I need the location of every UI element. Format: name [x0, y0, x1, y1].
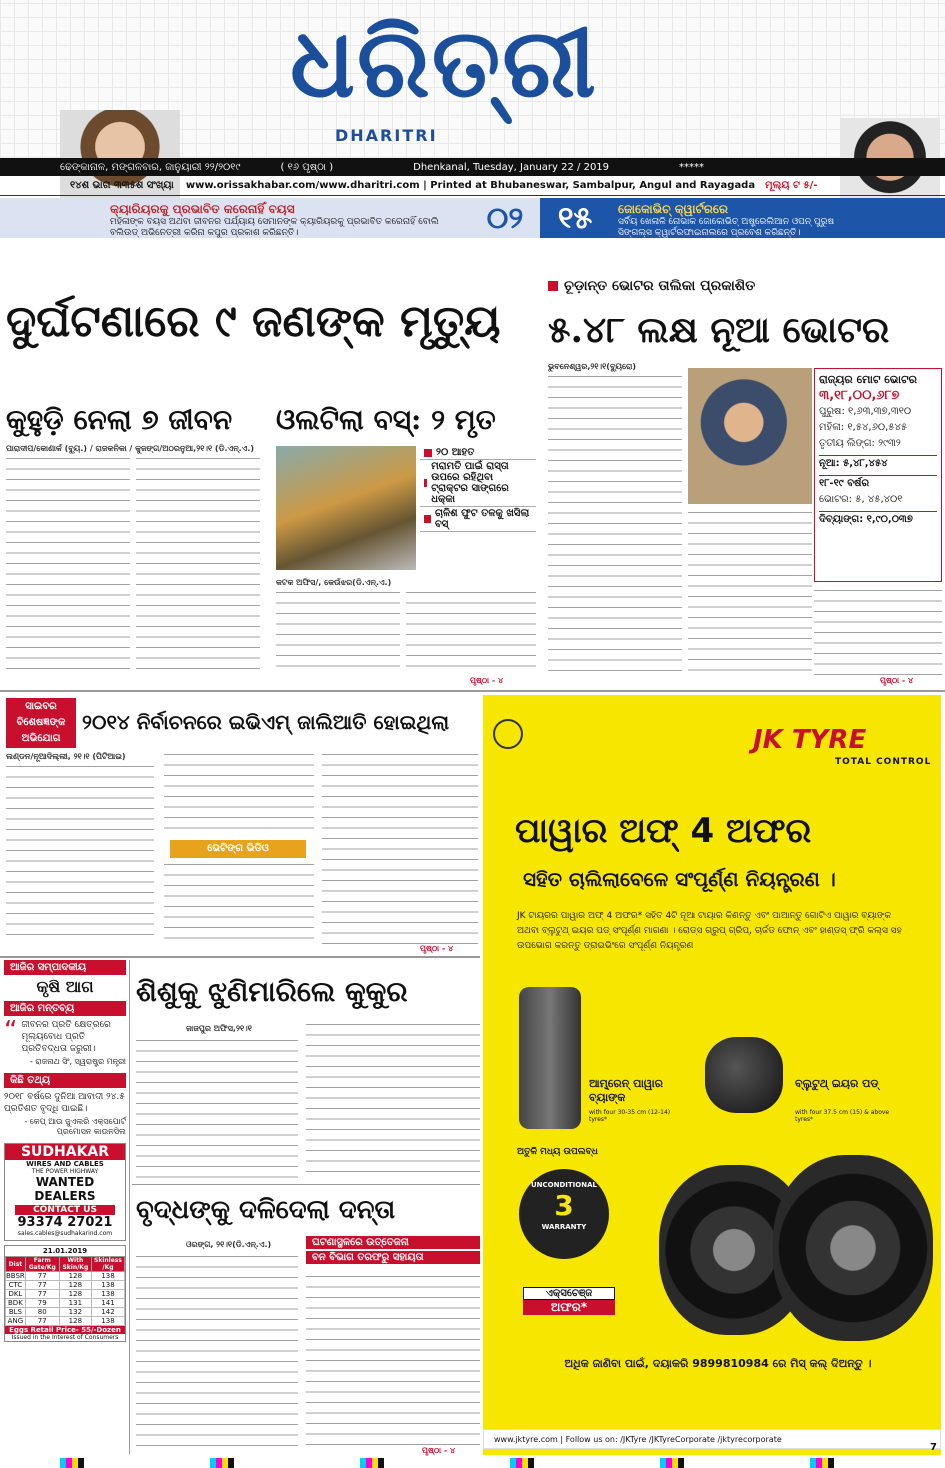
dog-dateline: ଜାଜପୁର ଅଫିସ,୨୧।୧ [186, 1024, 252, 1033]
info-line [0, 176, 945, 196]
teaser-left-title: କ୍ୟାରିୟରକୁ ପ୍ରଭାବିତ କରେନାହିଁ ବୟସ [110, 202, 295, 216]
elephant-continued[interactable]: ପୃଷ୍ଠା - ୪ [422, 1446, 456, 1455]
powerbank-image [519, 987, 581, 1129]
dog-body-col-1 [136, 1040, 298, 1180]
egg-table-header-row [6, 1257, 125, 1272]
section-rule-2 [0, 956, 480, 958]
egg-table-cell: 132 [59, 1308, 91, 1317]
voter-stats-disabled: ଦିବ୍ୟାଙ୍ଗ: ୧,୯୦,୦୩୭ [819, 511, 937, 528]
section-rule-3 [132, 1184, 480, 1185]
fact-source: - କେପ୍ ଆଉ ଜୁଏଲରି ଏକ୍ସପୋର୍ଟ ପ୍ରମୋସନ କାଉନସିଲ [24, 1117, 126, 1136]
sudhakar-subtitle: WIRES AND CABLES [26, 1160, 104, 1168]
egg-table-cell: 131 [59, 1299, 91, 1308]
egg-table-row [6, 1290, 125, 1299]
website-links[interactable]: www.orissakhabar.com/www.dharitri.com | Printed at Bhubaneswar, Sambalpur, Angul and Rayagada [185, 180, 756, 191]
evm-video-label[interactable]: ଭେଟିଙ୍ଗ ଭିଡିଓ [170, 840, 306, 858]
sudhakar-brand: SUDHAKAR [5, 1144, 125, 1160]
teaser-left[interactable] [0, 198, 470, 238]
egg-table-cell: BDK [6, 1299, 26, 1308]
ad-brand: JK TYRE [753, 725, 867, 755]
sudhakar-ad[interactable] [4, 1143, 126, 1241]
lead-dateline-2: କଟକ ଅଫିସ/, କେଉଁଝର(ଡି.ଏନ୍.ଏ.) [276, 578, 392, 587]
egg-table-cell: CTC [6, 1281, 26, 1290]
evm-tag-line-3: ଅଭିଯୋଗ [21, 733, 61, 744]
fact-text: ୨୦୧୮ ବର୍ଷରେ ଦୁନିଆ ଆବାଦୀ ୨୪.୫ ପ୍ରତିଶତ ବୃଦ୍ଧି ପାଇଛି। [4, 1092, 125, 1114]
contact-label: CONTACT US [15, 1205, 115, 1215]
quote-text: ଜୀବନର ପ୍ରତି କ୍ଷେତ୍ରରେ ମୂଲ୍ୟବୋଧ ପ୍ରତି ପ୍ରତିବଦ୍ଧତା ଜରୁରୀ। [21, 1020, 111, 1054]
dog-body-col-2 [306, 1024, 480, 1180]
lead-headline[interactable]: ଦୁର୍ଘଟଣାରେ ୯ ଜଣଙ୍କ ମୃତ୍ୟୁ [6, 296, 501, 347]
section-rule-1 [0, 690, 945, 692]
egg-table-cell: 138 [92, 1290, 125, 1299]
newspaper-logo[interactable] [290, 6, 670, 145]
egg-table-row [6, 1299, 125, 1308]
quote-icon: “ [4, 1016, 18, 1046]
egg-table-footer-2: Issued in the Interest of Consumers [11, 1334, 119, 1341]
jk-tyre-ad[interactable] [483, 695, 941, 1455]
evm-tag-line-1: ସାଇବର [25, 701, 57, 712]
issue-number: ୧୪ଶ ଭାଗ ୩୩୫ଶ ସଂଖ୍ୟା [70, 180, 174, 191]
teaser-strip [0, 198, 945, 238]
ad-subhead: ସହିତ ଚାଲିଲାବେଳେ ସଂପୂର୍ଣ୍ଣ ନିୟନ୍ତ୍ରଣ । [523, 867, 836, 891]
egg-table-cell: 77 [25, 1272, 59, 1281]
egg-table-cell: 128 [59, 1290, 91, 1299]
voters-body-col-3 [814, 590, 942, 676]
dateline-bar [0, 158, 945, 176]
egg-table-cell: BBSR [6, 1272, 25, 1280]
ad-brand-sub: TOTAL CONTROL [835, 757, 932, 767]
voter-stats-female: ମହିଳା: ୧,୫୪,୬୦,୫୪୫ [819, 422, 908, 433]
logo-subtitle: DHARITRI [335, 126, 438, 145]
teaser-right-title: ଜୋକୋଭିଚ୍ କ୍ୱାର୍ଟରରେ [618, 202, 728, 216]
lead-bullet-3: ଚାଳିଶ ଫୁଟ ତଳକୁ ଖସିଲା ବସ୍ [420, 507, 536, 532]
lead-bullets [420, 446, 536, 532]
egg-table-date: 21.01.2019 [42, 1247, 88, 1255]
egg-table-row [6, 1317, 125, 1326]
lead-bullet-1: ୨୦ ଆହତ [420, 446, 536, 460]
fact-label: କିଛି ତଥ୍ୟ [4, 1073, 126, 1088]
egg-table-header: Skinless /Kg [92, 1257, 125, 1272]
evm-body-col-1 [6, 766, 154, 944]
wanted-text: WANTED [35, 1175, 95, 1189]
elephant-body-col-1 [136, 1256, 298, 1446]
egg-table-header: With Skin/Kg [59, 1257, 91, 1272]
egg-table-cell: 138 [92, 1281, 125, 1290]
lead-body-col-2 [136, 458, 260, 676]
voter-stats-total: ୩,୧୮,୦୦,୬୮୭ [819, 388, 900, 403]
lead-subhead-1[interactable]: କୁହୁଡ଼ି ନେଲା ୭ ଜୀବନ [6, 403, 233, 436]
exchange-offer-badge [523, 1287, 615, 1315]
lead-dateline-1: ପାରାଦୀପ/କୋଣାର୍କ (ବ୍ୟୁ.) / ରାଜକନିକା / କୁଜଙ୍ଗ/ଅଠରନୁଆ,୨୧।୧ (ଡି.ଏନ୍.ଏ.) [6, 444, 255, 453]
voters-kicker: ଚୂଡ଼ାନ୍ତ ଭୋଟର ତାଲିକା ପ୍ରକାଶିତ [548, 278, 755, 294]
elephant-headline[interactable]: ବୃଦ୍ଧଙ୍କୁ ଦଳିଦେଲା ଦନ୍ତା [136, 1195, 396, 1225]
egg-table-footer: Eggs Retail Price- 55/-Dozen [5, 1326, 125, 1334]
editorial-label: ଆଜିର ସମ୍ପାଦକୀୟ [4, 960, 126, 975]
evm-dateline: ଲଣ୍ଡନ/ନୂଆଦିଲ୍ଲୀ, ୨୧।୧ (ପିଟିଆଇ) [6, 752, 126, 761]
voter-stats-male: ପୁରୁଷ: ୧,୬୩,୩୭,୩୧୦ [819, 406, 912, 417]
egg-table-row [6, 1308, 125, 1317]
ad-body: JK ଟାୟରର ପାୱାର ଅଫ୍ 4 ଅଫର* ସହିତ 4ଟି ନୂଆ ଟାୟାର କିଣନ୍ତୁ ଏବଂ ପାଆନ୍ତୁ ଗୋଟିଏ ପାୱାର ବ୍ୟାଙ୍କ ଅଥବା ବ୍ଲୁଟୁଥ୍ ଇୟର ପଡ୍ ସଂପୂର୍ଣ୍ଣ ମାଗଣା । ରୋଡ୍ସ ଗ୍ରୁପ୍ ଗ୍ରିପ୍, ଚାର୍ଜଡ ଫୋନ୍ ଏବଂ ହାଣ୍ଡସ୍ ଫ୍ରି କଲ୍ସ ସହ ଉପଭୋଗ କରନ୍ତୁ ଡ୍ରାଇଭିଂରେ ସଂପୂର୍ଣ୍ଣ ନିୟନ୍ତ୍ରଣ [517, 911, 902, 951]
lead-body-col-4 [406, 592, 536, 676]
lead-body-col-1 [6, 458, 130, 676]
voter-stats-title: ରାଜ୍ୟର ମୋଟ ଭୋଟର [819, 373, 917, 386]
dog-headline[interactable]: ଶିଶୁକୁ ଝୁଣିମାରିଲେ କୁକୁର [136, 975, 408, 1008]
voter-stats-young-title: ୧୮-୧୯ ବର୍ଷର [819, 475, 937, 492]
page-number: 7 [930, 1442, 937, 1453]
evm-body-col-2 [164, 754, 314, 834]
color-registration-strip [0, 1458, 945, 1468]
logo-text: ଧରିତ୍ରୀ [290, 6, 598, 119]
sidebar [4, 960, 126, 1460]
elephant-bullets [306, 1236, 480, 1264]
teaser-left-text: ମହିଳାଙ୍କ ବୟସ ଅଥବା ଜୀବନର ପର୍ଯ୍ୟାୟ ସେମାନଙ୍କ କ୍ୟାରିୟରକୁ ପ୍ରଭାବିତ କରେନାହିଁ ବୋଲି ବଲିଉଡ୍ ଅଭିନେତ୍ରୀ କରିନା କପୁର ପ୍ରକାଶ କରିଛନ୍ତି। [110, 217, 439, 238]
egg-table-cell: 77 [25, 1290, 59, 1299]
voter-stats-new: ନୂଆ: ୫,୪୮,୪୫୪ [819, 455, 937, 472]
earpod-image [705, 1037, 783, 1113]
voters-continued[interactable]: ପୃଷ୍ଠା - ୪ [880, 676, 914, 685]
quote-label: ଆଜିର ମନ୍ତବ୍ୟ [4, 1001, 126, 1016]
ad-cta[interactable]: ଅଧିକ ଜାଣିବା ପାଇଁ, ଦୟାକରି 9899810984 ରେ ମିସ୍ କଲ୍ ଦିଅନ୍ତୁ । [564, 1357, 872, 1370]
dateline-left: ଢେଙ୍କାନାଳ, ମଙ୍ଗଳବାର, ଜାନୁୟାରୀ ୨୨/୨୦୧୯ [60, 161, 241, 173]
dateline-right: Dhenkanal, Tuesday, January 22 / 2019 [413, 161, 610, 173]
egg-table-cell: 128 [59, 1272, 91, 1281]
contact-email[interactable]: sales.cables@sudhakarind.com [17, 1230, 113, 1237]
evm-body-col-3 [164, 864, 314, 944]
warranty-top: UNCONDITIONAL [531, 1181, 597, 1189]
sudhakar-tagline: THE POWER HIGHWAY [31, 1168, 99, 1175]
page-count: ( ୧୬ ପୃଷ୍ଠା ) [280, 161, 334, 173]
ad-extra-label: ଅତୁଳି ମଧ୍ୟ ଉପଲବ୍ଧ [517, 1147, 598, 1157]
warranty-badge [519, 1169, 609, 1259]
egg-table-cell: 128 [59, 1281, 91, 1290]
egg-table-cell: 128 [59, 1317, 91, 1326]
elephant-body-col-2 [306, 1276, 480, 1446]
egg-table-row [6, 1281, 125, 1290]
official-photo [688, 368, 812, 504]
dealers-text: DEALERS [34, 1189, 96, 1203]
voters-body-col-2 [688, 512, 812, 676]
warranty-years: 3 [554, 1189, 574, 1222]
egg-table-cell: 141 [92, 1299, 125, 1308]
exchange-text: ଏକ୍ସଚେଞ୍ଜ [523, 1287, 615, 1300]
exchange-offer-text: ଅଫର* [523, 1300, 615, 1315]
edition-stars: ***** [679, 161, 705, 173]
voters-dateline: ଭୁବନେଶ୍ୱର,୨୧।୧(ବ୍ୟୁରୋ) [548, 362, 637, 371]
teaser-left-page[interactable]: ୦୨ [470, 198, 540, 238]
ad-emblem-icon [493, 719, 523, 749]
elephant-dateline: ଓରଙ୍ଗ, ୨୧।୧(ଡି.ଏନ୍.ଏ.) [186, 1240, 272, 1249]
evm-headline[interactable]: ୨୦୧୪ ନିର୍ବାଚନରେ ଇଭିଏମ୍ ଜାଲିଆତି ହୋଇଥିଲା [82, 710, 450, 734]
egg-table-cell: BLS [6, 1308, 26, 1317]
egg-table-cell: 77 [25, 1317, 59, 1326]
tyre-image-2 [773, 1155, 933, 1341]
egg-table-cell: 80 [25, 1308, 59, 1317]
egg-table-cell: DKL [6, 1290, 26, 1299]
voters-headline[interactable]: ୫.୪୮ ଲକ୍ଷ ନୂଆ ଭୋଟର [548, 309, 890, 351]
evm-tag [6, 698, 76, 748]
powerbank-label: ଆମ୍ବ୍ରେନ୍ ପାୱାର ବ୍ୟାଙ୍କ [589, 1077, 664, 1104]
teaser-right[interactable] [610, 198, 945, 238]
ad-headline: ପାୱାର ଅଫ୍ 4 ଅଫର [515, 811, 812, 851]
egg-table-cell: 138 [92, 1317, 125, 1326]
contact-phone[interactable]: 93374 27021 [17, 1215, 113, 1230]
lead-continued[interactable]: ପୃଷ୍ଠା - ୪ [470, 676, 504, 685]
voter-stats-young: ଭୋଟର: ୫, ୪୫,୪୦୧ [819, 494, 903, 505]
editorial-title[interactable]: କୃଷି ଆଗ [36, 977, 94, 996]
egg-table-cell: 79 [25, 1299, 59, 1308]
egg-table-row [6, 1272, 125, 1281]
lead-bullet-2: ମରାମତି ପାଇଁ ରାସ୍ତା ଉପରେ ରହିଥିବା ଟ୍ରାକ୍ଟର ସାଙ୍ଗରେ ଧକ୍କା [420, 460, 536, 507]
evm-body-col-4 [322, 754, 478, 944]
egg-table-cell: ANG [6, 1317, 26, 1326]
lead-subhead-2[interactable]: ଓଲଟିଲା ବସ୍: ୨ ମୃତ [276, 403, 496, 436]
earpod-label: ବ୍ଲୁଟୁଥ୍ ଇୟର ପଡ୍ [795, 1077, 879, 1090]
powerbank-note: with four 30-35 cm (12-14) tyres* [589, 1109, 671, 1123]
egg-table [5, 1256, 125, 1326]
price: ମୂଲ୍ୟ ଟ ୫/- [765, 180, 818, 191]
egg-table-cell: 142 [92, 1308, 125, 1317]
ad-footer[interactable]: www.jktyre.com | Follow us on: /JKTyre /JKTyreCorporate /jktyrecorporate [483, 1429, 941, 1449]
egg-table-header: Farm Gate/Kg [25, 1257, 59, 1272]
egg-table-cell: 138 [92, 1272, 125, 1281]
egg-table-cell: 77 [25, 1281, 59, 1290]
egg-price-table [4, 1245, 126, 1342]
voter-stats-third-gender: ତୃତୀୟ ଲିଙ୍ଗ: ୨୯୩୨ [819, 438, 901, 449]
voter-stats-box [814, 368, 942, 582]
sidebar-divider [129, 960, 130, 1454]
evm-continued[interactable]: ପୃଷ୍ଠା - ୪ [420, 944, 454, 953]
bus-accident-photo [276, 446, 416, 570]
warranty-label: WARRANTY [541, 1223, 587, 1231]
elephant-bullet-2: ବନ ବିଭାଗ ତରଫରୁ ସହାୟତା [306, 1251, 480, 1264]
quote-author: - ରାଜନାଥ ସିଂ, ସ୍ୱରାଷ୍ଟ୍ର ମନ୍ତ୍ରୀ [29, 1057, 126, 1066]
voters-body-col-1 [548, 376, 682, 676]
teaser-right-text: ସର୍ବିୟ ଖେଳାଳି ନୋଭାକ ଜୋକୋଭିଚ୍ ଅଷ୍ଟ୍ରେଲିଆନ ଓପନ୍ ପୁରୁଷ ସିଙ୍ଗଲ୍ସ କ୍ୱାର୍ଟରଫାଇନାଲରେ ପ୍ରବେଶ କରିଛନ୍ତି। [618, 217, 835, 238]
evm-tag-line-2: ବିଶେଷଜ୍ଞଙ୍କ [16, 717, 66, 728]
elephant-bullet-1: ଘଟଣାସ୍ଥଳରେ ଉତ୍ତେଜନା [306, 1236, 480, 1249]
lead-body-col-3 [276, 592, 400, 676]
teaser-right-page[interactable]: ୧୫ [540, 198, 610, 238]
earpod-note: with four 37.5 cm (15) & above tyres* [795, 1109, 890, 1123]
egg-table-header: Dist [6, 1257, 26, 1272]
